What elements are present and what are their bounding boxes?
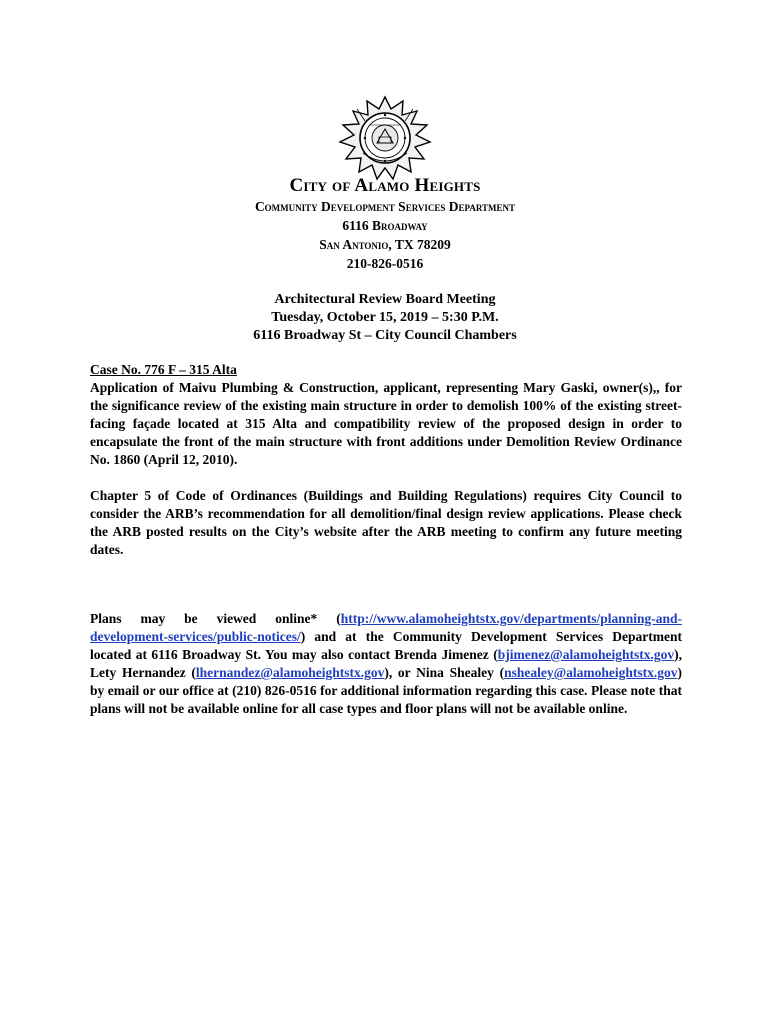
plans-text-5: ) by email or our office at (210) 826-0516 for additional information regarding this case. Please note that plans will not be available online for all case types and floor plans will not be available online.	[90, 665, 682, 716]
case-description: Application of Maivu Plumbing & Construction, applicant, representing Mary Gaski, owner(s),, for the significance review of the existing main structure in order to demolish 100% of the existing street-facing façade located at 315 Alta and compatibility review of the proposed design in order to encapsulate the front of the main structure with front additions under Demolition Review Ordinance No. 1860 (April 12, 2010).	[90, 380, 682, 467]
plans-notice	[90, 610, 682, 718]
case-section	[90, 361, 682, 469]
city-seal-icon	[335, 95, 435, 181]
case-title: Case No. 776 F – 315 Alta	[90, 362, 237, 377]
plans-text-2: ) and at the Community Development Services Department located at 6116 Broadway St. You may also contact Brenda Jimenez (	[90, 629, 682, 662]
city-title: City of Alamo Heights	[289, 175, 481, 196]
phone-number: 210-826-0516	[346, 256, 424, 271]
letterhead	[0, 175, 770, 273]
meeting-title: Architectural Review Board Meeting	[274, 292, 496, 307]
chapter-notice: Chapter 5 of Code of Ordinances (Buildings and Building Regulations) requires City Council to consider the ARB’s recommendation for all demolition/final design review applications. Please check the ARB posted results on the City’s website after the ARB meeting to confirm any future meeting dates.	[90, 488, 682, 557]
address-line-1: 6116 Broadway	[342, 218, 428, 233]
meeting-info	[0, 291, 770, 345]
meeting-location: 6116 Broadway St – City Council Chambers	[253, 328, 517, 343]
plans-text-1: Plans may be viewed online* (	[90, 611, 341, 626]
email-link-bjimenez[interactable]: bjimenez@alamoheightstx.gov	[497, 647, 675, 662]
plans-text-4: ), or Nina Shealey (	[384, 665, 505, 680]
email-link-nshealey[interactable]: nshealey@alamoheightstx.gov	[504, 665, 678, 680]
email-link-lhernandez[interactable]: lhernandez@alamoheightstx.gov	[195, 665, 385, 680]
department-name: Community Development Services Department	[254, 199, 516, 214]
plans-text-3: ), Lety Hernandez (	[90, 647, 682, 680]
address-line-2: San Antonio, TX 78209	[319, 237, 451, 252]
meeting-datetime: Tuesday, October 15, 2019 – 5:30 P.M.	[271, 310, 499, 325]
public-notices-link[interactable]: http://www.alamoheightstx.gov/departments/planning-and-development-services/public-notices/	[90, 611, 682, 644]
